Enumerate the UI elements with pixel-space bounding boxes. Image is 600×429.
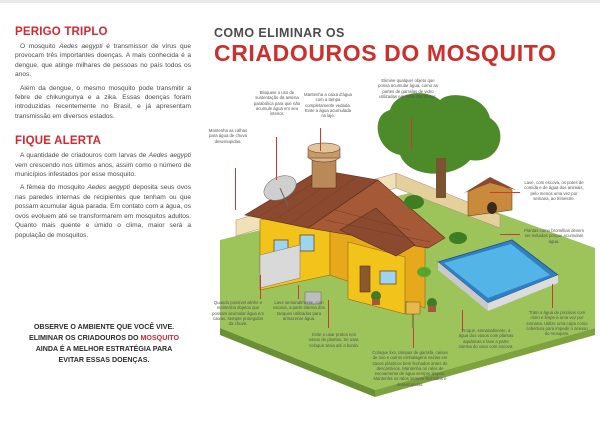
callout-gutter: Mantenha as calhas para água de chuva desentupidas. — [208, 128, 248, 144]
header-line-2: CRIADOUROS DO MOSQUITO — [214, 40, 557, 66]
section1-paragraph-2: Além da dengue, o mesmo mosquito pode transmitir a febre de chikungunya e a zika. Essas doenças foram introduzidas recentemente no Brasil, e já apresentam transmissão em diversos estados. — [15, 84, 191, 120]
section2-paragraph-2: A fêmea do mosquito Aedes aegypti deposita seus ovos nas paredes internas de recipientes que tenham ou que possam acumular água parada. Em contato com a água, os ovos evoluem até se transformarem em mosquitos adultos. Quanto mais quente e úmido o clima, maior será a população de mosquitos. — [15, 184, 191, 239]
leader-line — [490, 192, 520, 193]
callout-aquatic-plants: Troque, semanalmente, a água dos vasos com plantas aquáticas e lave a parte interna do vaso com escova. — [458, 328, 514, 349]
header-line-1: COMO ELIMINAR OS — [214, 26, 345, 40]
cta-line-1: OBSERVE O AMBIENTE QUE VOCÊ VIVE. — [33, 323, 175, 331]
cta-line-2: ELIMINAR OS CRIADOUROS DO MOSQUITO — [28, 334, 180, 342]
callout-trash: Coloque lixo, tampas de garrafa, caixas de ovo e outros embalagens vazias em sacos plásticos bem fechados antes de descartá-los. Mantenha os ralos de escoamento de água sempre limpos. Mantenha os ralos sempre fechados e desentupidos. — [372, 350, 448, 387]
leader-line — [276, 137, 277, 180]
window-front — [380, 271, 396, 284]
callout-satellite: Bloqueie o uso de sustentação da antena parabólica para que não acumule água em seu interior. — [253, 90, 301, 117]
section-title-perigo-triplo: PERIGO TRIPLO — [15, 26, 108, 38]
leader-line — [500, 234, 520, 235]
callout-wall-bottles: Elimine qualquer objeto que possa acumular água, como as partes de garrafas de vidro utilizadas em cima dos muros. — [378, 78, 438, 99]
callout-laundry-tank: Lave semanalmente, com escova, a parte interna dos tanques utilizados para armazenar água. — [273, 300, 325, 321]
left-column — [15, 26, 191, 240]
leader-line — [411, 118, 412, 150]
call-to-action — [16, 322, 192, 366]
leader-line — [260, 275, 261, 299]
cta-line-4: EVITAR ESSAS DOENÇAS. — [58, 356, 150, 364]
callout-water-tank: Mantenha a caixa d'água com a tampa completamente vedada. Evite a água acumulada na laje. — [304, 92, 352, 119]
front-door — [360, 266, 370, 292]
callout-bromeliads: Plantas como bromélias devem ser evitadas porque acumulam água. — [524, 228, 584, 244]
house-illustration — [200, 70, 600, 429]
cta-line-3: AINDA É A MELHOR ESTRATÉGIA PARA — [35, 345, 173, 353]
section1-paragraph-1: O mosquito Aedes aegypti é transmissor de vírus que provocam três importantes doenças. A mais conhecida é a dengue, que atinge milhares de pessoas no país todos os anos. — [15, 43, 191, 79]
leader-line — [320, 128, 321, 151]
callout-plant-dishes: Evite o usar pratos nos vasos de plantas. Se usar, coloque areia até a borda. — [308, 332, 360, 348]
section-title-fique-alerta: FIQUE ALERTA — [15, 135, 102, 148]
leader-line — [328, 300, 329, 328]
leader-line — [552, 284, 553, 308]
page-top-rule — [0, 0, 600, 3]
leader-line — [413, 328, 414, 348]
callout-pet-bowls: Lave, com escova, os potes de comida e de água dos animais, pelo menos uma vez por semana, ao trimestre. — [524, 180, 584, 201]
callout-pool: Trate a água de piscinas com cloro e limpe-a uma vez por semana. Utilize uma capa como cobertura para impedir o acesso do mosquito. — [526, 310, 588, 337]
section2-paragraph-1: A quantidade de criadouros com larvas de Aedes aegypti vem crescendo nos últimos anos, assim como o número de municípios infestados por esse mosquito. — [15, 152, 191, 179]
tree-trunk — [436, 158, 446, 198]
leader-line — [298, 285, 299, 299]
leader-line — [235, 168, 236, 210]
trash-bin — [406, 302, 420, 314]
callout-store-objects: Quando possível alinhe e mantenha objetos que possam acumular água em caixas, sempre protegidos da chuva. — [212, 300, 264, 327]
